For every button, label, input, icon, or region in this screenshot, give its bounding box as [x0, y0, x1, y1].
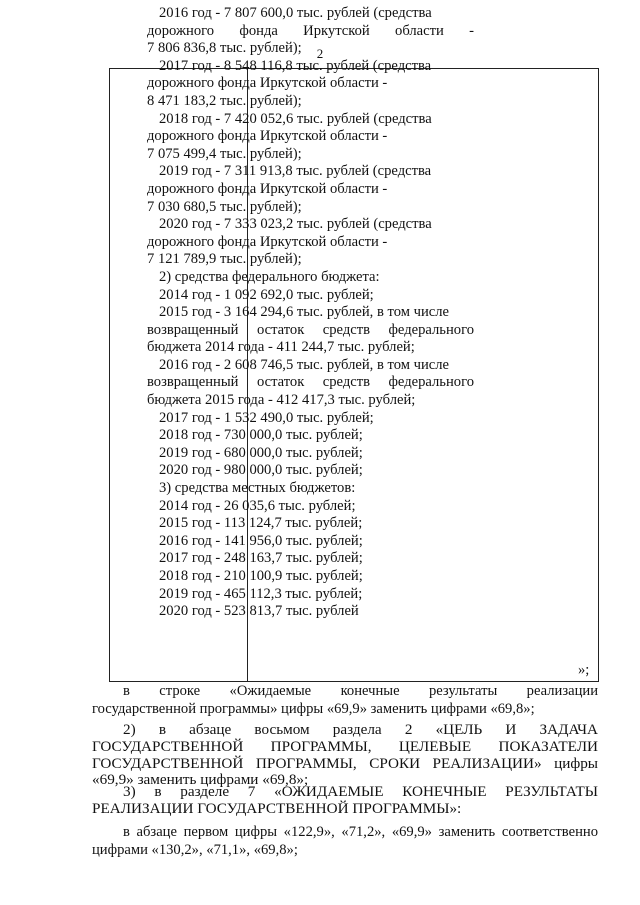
- cell-line: дорожного фонда Иркутской области -: [147, 180, 388, 197]
- closing-quote: »;: [578, 662, 590, 678]
- cell-line: бюджета 2015 года - 412 417,3 тыс. рублей;: [147, 392, 416, 409]
- cell-line: возвращенный остаток средств федерального: [147, 321, 474, 338]
- cell-line: 2020 год - 523 813,7 тыс. рублей: [159, 603, 359, 620]
- cell-line: 7 075 499,4 тыс. рублей);: [147, 145, 302, 162]
- cell-line: 2019 год - 465 112,3 тыс. рублей;: [159, 585, 363, 602]
- cell-line: 2019 год - 7 311 913,8 тыс. рублей (средства: [159, 163, 432, 180]
- paragraph-line: цифрами «130,2», «71,1», «69,8»;: [92, 842, 298, 859]
- paragraph-line: государственной программы» цифры «69,9» заменить цифрами «69,8»;: [92, 700, 535, 717]
- paragraph-line: 3) в разделе 7 «ОЖИДАЕМЫЕ КОНЕЧНЫЕ РЕЗУЛЬТАТЫ: [123, 783, 598, 800]
- cell-line: 2018 год - 7 420 052,6 тыс. рублей (средства: [159, 110, 432, 127]
- paragraph-first-abzac: [92, 823, 598, 859]
- cell-line: 7 806 836,8 тыс. рублей);: [147, 40, 302, 57]
- cell-line: 7 121 789,9 тыс. рублей);: [147, 251, 302, 268]
- cell-line: дорожного фонда Иркутской области -: [147, 128, 388, 145]
- paragraph-line: ГОСУДАРСТВЕННОЙ ПРОГРАММЫ, ЦЕЛЕВЫЕ ПОКАЗАТЕЛИ: [92, 737, 598, 755]
- cell-line: 2018 год - 210 100,9 тыс. рублей;: [159, 568, 363, 584]
- paragraph-line: в абзаце первом цифры «122,9», «71,2», «69,9» заменить соответственно: [123, 824, 598, 840]
- cell-line: 2016 год - 2 608 746,5 тыс. рублей, в том числе: [159, 356, 449, 373]
- cell-line: 7 030 680,5 тыс. рублей);: [147, 198, 302, 215]
- paragraph-expected-results: [92, 683, 598, 718]
- cell-line: 2016 год - 141 956,0 тыс. рублей;: [159, 532, 363, 549]
- cell-line: 2) средства федерального бюджета:: [159, 268, 380, 285]
- paragraph-line: ГОСУДАРСТВЕННОЙ ПРОГРАММЫ, СРОКИ РЕАЛИЗАЦИИ» цифры: [92, 754, 598, 772]
- cell-line: 2016 год - 7 807 600,0 тыс. рублей (средства: [159, 5, 432, 21]
- cell-line: возвращенный остаток средств федерального: [147, 374, 474, 391]
- cell-line: 2019 год - 680 000,0 тыс. рублей;: [159, 444, 363, 461]
- cell-line: дорожного фонда Иркутской области -: [147, 22, 474, 39]
- cell-line: 8 471 183,2 тыс. рублей);: [147, 92, 302, 109]
- paragraph-line: «69,9» заменить цифрами «69,8»;: [92, 771, 309, 789]
- cell-line: 2015 год - 113 124,7 тыс. рублей;: [159, 515, 363, 532]
- table-cell-text: [147, 5, 474, 621]
- cell-line: 2020 год - 980 000,0 тыс. рублей;: [159, 462, 363, 479]
- cell-line: 2018 год - 730 000,0 тыс. рублей;: [159, 427, 363, 444]
- paragraph-line: 2) в абзаце восьмом раздела 2 «ЦЕЛЬ И ЗАДАЧА: [123, 721, 598, 738]
- cell-line: 2015 год - 3 164 294,6 тыс. рублей, в том числе: [159, 304, 449, 321]
- cell-line: дорожного фонда Иркутской области -: [147, 75, 388, 92]
- paragraph-line: в строке «Ожидаемые конечные результаты реализации: [123, 683, 598, 699]
- cell-line: 2017 год - 1 532 490,0 тыс. рублей;: [159, 409, 374, 426]
- cell-line: 2017 год - 8 548 116,8 тыс. рублей (средства: [159, 57, 432, 74]
- cell-line: дорожного фонда Иркутской области -: [147, 233, 388, 250]
- paragraph-line: РЕАЛИЗАЦИИ ГОСУДАРСТВЕННОЙ ПРОГРАММЫ»:: [92, 800, 462, 817]
- cell-line: 2014 год - 1 092 692,0 тыс. рублей;: [159, 286, 374, 303]
- paragraph-section-2: [92, 722, 598, 789]
- page-number: 2: [316, 46, 324, 61]
- paragraph-section-7: [92, 783, 598, 817]
- cell-line: 3) средства местных бюджетов:: [159, 480, 356, 497]
- cell-line: бюджета 2014 года - 411 244,7 тыс. рублей;: [147, 339, 415, 356]
- cell-line: 2014 год - 26 035,6 тыс. рублей;: [159, 497, 356, 514]
- cell-line: 2020 год - 7 333 023,2 тыс. рублей (средства: [159, 216, 432, 233]
- cell-line: 2017 год - 248 163,7 тыс. рублей;: [159, 550, 363, 567]
